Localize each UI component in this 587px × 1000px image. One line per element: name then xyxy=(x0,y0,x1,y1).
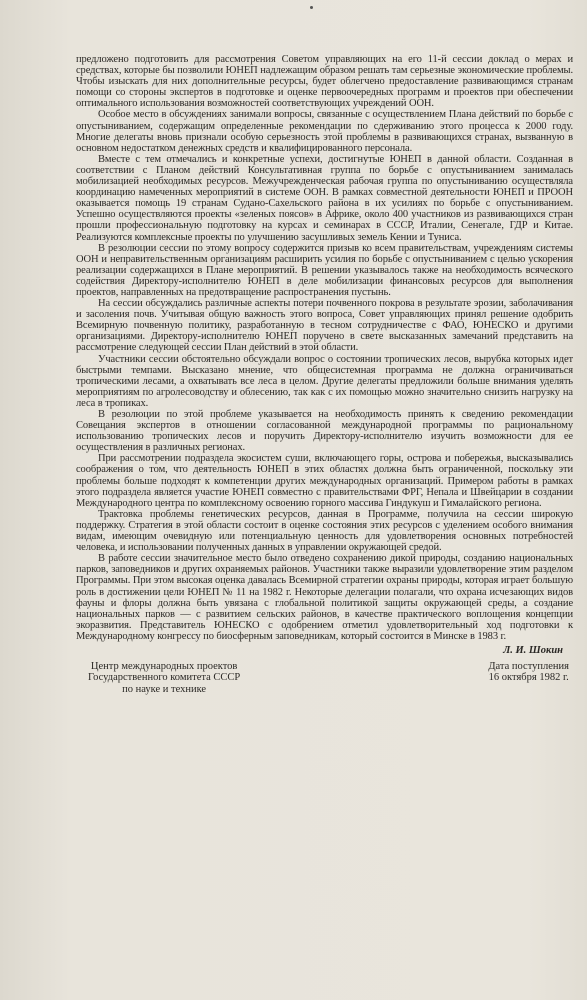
paragraph-6: Участники сессии обстоятельно обсуждали вопрос о состоянии тропических лесов, вырубка которых идет быстрыми темпами. Высказано мнение, что общесистемная программа не должна ограничиваться тропическими лесами, а охватывать все леса в целом. Другие делегаты предложили больше внимания уделять мероприятиям по агролесоводству и облесению, так как с их помощью можно значительно снизить нагрузку на леса в тропиках. xyxy=(76,353,573,409)
paragraph-3: Вместе с тем отмечались и конкретные успехи, достигнутые ЮНЕП в данной области. Созданная в соответствии с Планом действий Консультативная группа по борьбе с опустыниванием занималась мобилизацией необходимых ресурсов. Межучрежденческая рабочая группа по опустыниванию осуществляла координацию намеченных мероприятий в системе ООН. В рамках совместной деятельности ЮНЕП и ПРООН оказывается помощь 19 странам Судано-Сахельского района в их усилиях по борьбе с опустыниванием. Успешно осуществляются проекты «зеленых поясов» в Африке, около 400 участников из развивающихся стран прошли профессиональную подготовку на курсах и семинарах в СССР, Италии, Сенегале, ГДР и Китае. Реализуются комплексные проекты по улучшению засушливых земель Кении и Туниса. xyxy=(76,153,573,243)
received-date-block xyxy=(488,661,573,696)
article-body xyxy=(76,54,573,642)
paragraph-1: предложено подготовить для рассмотрения Советом управляющих на его 11-й сессии доклад о мерах и средствах, которые бы позволили ЮНЕП надлежащим образом решать там серьезные экономические проблемы. Чтобы изыскать для них дополнительные ресурсы, будет облегчено предоставление развивающимся странам помощи со стороны экспертов в подготовке и оценке первоочередных программ и проектов при обеспечении оптимального использования возможностей соответствующих учреждений ООН. xyxy=(76,54,573,110)
paragraph-4: В резолюции сессии по этому вопросу содержится призыв ко всем правительствам, учреждениям системы ООН и неправительственным организациям расширить усилия по борьбе с опустыниванием с целью ускорения реализации содержащихся в Плане мероприятий. В решении указывалось также на необходимость всяческого содействия Директору-исполнителю ЮНЕП в деле мобилизации финансовых ресурсов для выполнения проектов, направленных на предотвращение распространения пустынь. xyxy=(76,242,573,298)
paragraph-5: На сессии обсуждались различные аспекты потери почвенного покрова в результате эрозии, заболачивания и засоления почв. Учитывая общую важность этого вопроса, Совет управляющих принял решение одобрить Всемирную почвенную политику, разработанную в тесном сотрудничестве с ФАО, ЮНЕСКО и другими организациями. Директору-исполнителю ЮНЕП поручено в свете высказанных замечаний представить на рассмотрение следующей сессии План действий в этой области. xyxy=(76,298,573,354)
paragraph-2: Особое место в обсуждениях занимали вопросы, связанные с осуществлением Плана действий по борьбе с опустыниванием, содержащим определенные рекомендации по сдерживанию этого процесса к 2000 году. Многие делегаты вновь признали особую серьезность этой проблемы в развивающихся странах, вызванную в основном недостатком денежных средств и квалифицированного персонала. xyxy=(76,109,573,154)
paragraph-7: В резолюции по этой проблеме указывается на необходимость принять к сведению рекомендации Совещания экспертов в отношении согласованной международной программы по рациональному использованию тропических лесов и поручить Директору-исполнителю изучить возможности для ее осуществления в различных регионах. xyxy=(76,409,573,454)
received-date: 16 октября 1982 г. xyxy=(488,672,569,684)
paragraph-10: В работе сессии значительное место было отведено сохранению дикой природы, созданию национальных парков, заповедников и других охраняемых районов. Участники также выразили удовлетворение этим разделом Программы. При этом высокая оценка давалась Всемирной стратегии охраны природы, которая играет большую роль в достижении цели ЮНЕП № 11 на 1982 г. Некоторые делегации полагали, что охрана исчезающих видов фауны и флоры должна быть увязана с глобальной политикой защиты окружающей среды, а создание национальных парков — с развитием сельских районов, в качестве практического воплощения концепции экоразвития. Представитель ЮНЕСКО с одобрением отметил удовлетворительный ход подготовки к Международному конгрессу по биосферным заповедникам, который состоится в Минске в 1983 г. xyxy=(76,553,573,642)
author-signature: Л. И. Шокин xyxy=(503,644,563,656)
article-footer xyxy=(76,661,573,696)
paragraph-9: Трактовка проблемы генетических ресурсов, данная в Программе, получила на сессии широкую поддержку. Стратегия в этой области состоит в оценке состояния этих ресурсов с уделением особого внимания видам, имеющим очевидную или потенциальную ценность для удовлетворения основных потребностей человека, и использовании полученных данных в управлении окружающей средой. xyxy=(76,508,573,554)
institution-block xyxy=(76,661,240,696)
received-label: Дата поступления xyxy=(488,660,569,672)
page-mark xyxy=(310,6,313,9)
paragraph-8: При рассмотрении подраздела экосистем суши, включающего горы, острова и побережья, высказывались соображения о том, что деятельность ЮНЕП в этих областях должна быть ограниченной, поскольку эти проблемы больше подходят к компетенции других международных организаций. Примером работы в рамках этого подраздела является участие ЮНЕП совместно с правительствами ФРГ, Непала и Швейцарии в создании Международного центра по комплексному освоению горного массива Гиндукуш и Гималайского региона. xyxy=(76,453,573,509)
institution-line-1: Центр международных проектов xyxy=(90,660,238,672)
institution-line-2: Государственного комитета СССР xyxy=(88,672,241,684)
institution-line-3: по науке и технике xyxy=(122,683,207,695)
